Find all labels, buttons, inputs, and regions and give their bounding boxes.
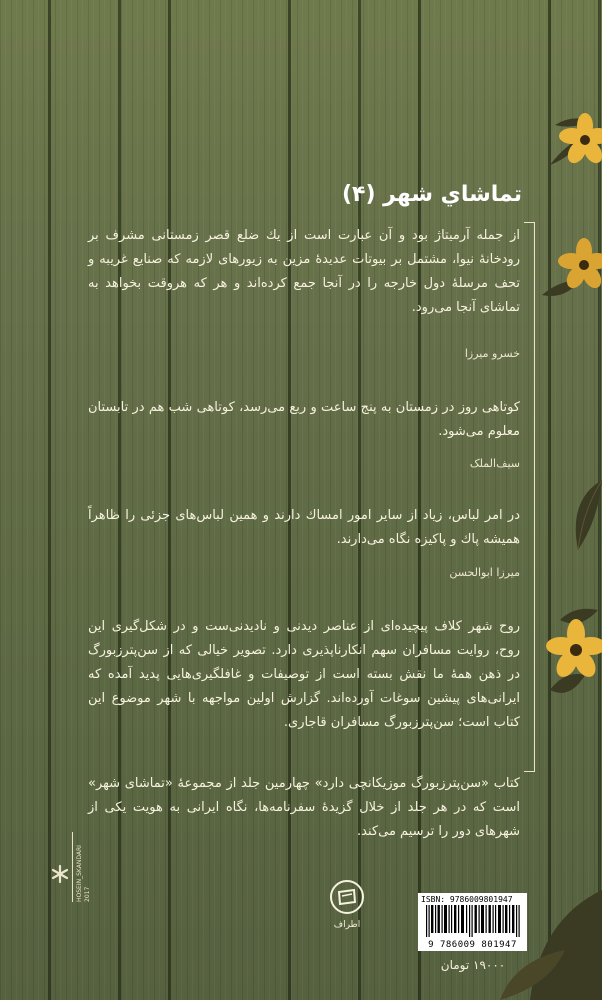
isbn-label: ISBN: 9786009801947 (421, 895, 513, 904)
blurb-paragraph: کتاب «سن‌پترزبورگ موزیکانچی دارد» چهارمین جلد از مجموعهٔ «تماشای شهر» است که در هر جلد از خلال گزیدهٔ سفرنامه‌ها، نگاه ایرانی به هویت یکی از شهرهای دور را ترسیم می‌کند. (88, 776, 520, 839)
leaf-icon (548, 470, 602, 560)
asterisk-logo-icon (50, 864, 70, 884)
blurb-paragraph: روح شهر کلاف پیچیده‌ای از عناصر دیدنی و نادیدنی‌ست و در شکل‌گیری این روح، روایت مسافران سهم انکارناپذیری دارد. تصویر خیالی که از سن‌پترزبورگ در ذهن همهٔ ما نقش بسته است از توصیفات و غافلگیری‌هایی پدید آمده که ایرانی‌های پیشین سوغات آورده‌اند. گزارش اولین مواجهه با شهر موضوع این کتاب است؛ سن‌پترزبورگ مسافران قاجاری. (88, 619, 520, 730)
isbn-digits: 9 786009 801947 (428, 940, 517, 950)
quote-author: میرزا ابوالحسن (449, 566, 520, 579)
quote-author: خسرو میرزا (464, 347, 520, 360)
quote-author: سیف‌الملک (469, 457, 520, 470)
plank-gap (168, 0, 171, 1000)
publisher-name: اطراف (333, 920, 361, 930)
barcode-icon (426, 905, 520, 937)
designer-line: HOSEIN_SKANDARI (76, 845, 83, 902)
plank-gap (48, 0, 51, 1000)
text-bracket (524, 222, 535, 772)
flower-top-icon (545, 85, 602, 195)
plank-gap (418, 0, 421, 1000)
designer-name (76, 832, 92, 902)
publisher-emblem-icon (330, 880, 364, 914)
quote-passage: از جمله آرمیتاژ بود و آن عبارت است از یك ضلع قصر زمستانی مشرف بر رودخانهٔ نیوا، مشتمل بر بیوتات عدیدهٔ مزین به زیورهای لازمه که صنایع غریبه و تحف مرسلهٔ دول خارجه را در آنجا جمع کرده‌اند و هر که هروقت بخواهد به تماشای آنجا می‌رود. (88, 228, 520, 315)
price-label: ۱۹۰۰۰ تومان (440, 958, 506, 972)
quote-passage: در امر لباس، زیاد از سایر امور امساك دارند و همین لباس‌های جزئی را ظاهراً همیشه پاك و پاکیزه نگاه می‌دارند. (88, 508, 520, 547)
flower-bottom-icon (540, 600, 602, 720)
quote-passage: کوتاهی روز در زمستان به پنج ساعت و ربع می‌رسد، کوتاهی شب هم در تابستان معلوم می‌شود. (88, 400, 520, 439)
plank-gap (288, 0, 291, 1000)
page-title: تماشاي شهر (۴) (341, 182, 522, 207)
designer-line: 2017 (84, 886, 91, 902)
isbn-barcode (418, 893, 527, 951)
publisher-logo (327, 880, 367, 930)
flower-mid-icon (540, 225, 602, 325)
